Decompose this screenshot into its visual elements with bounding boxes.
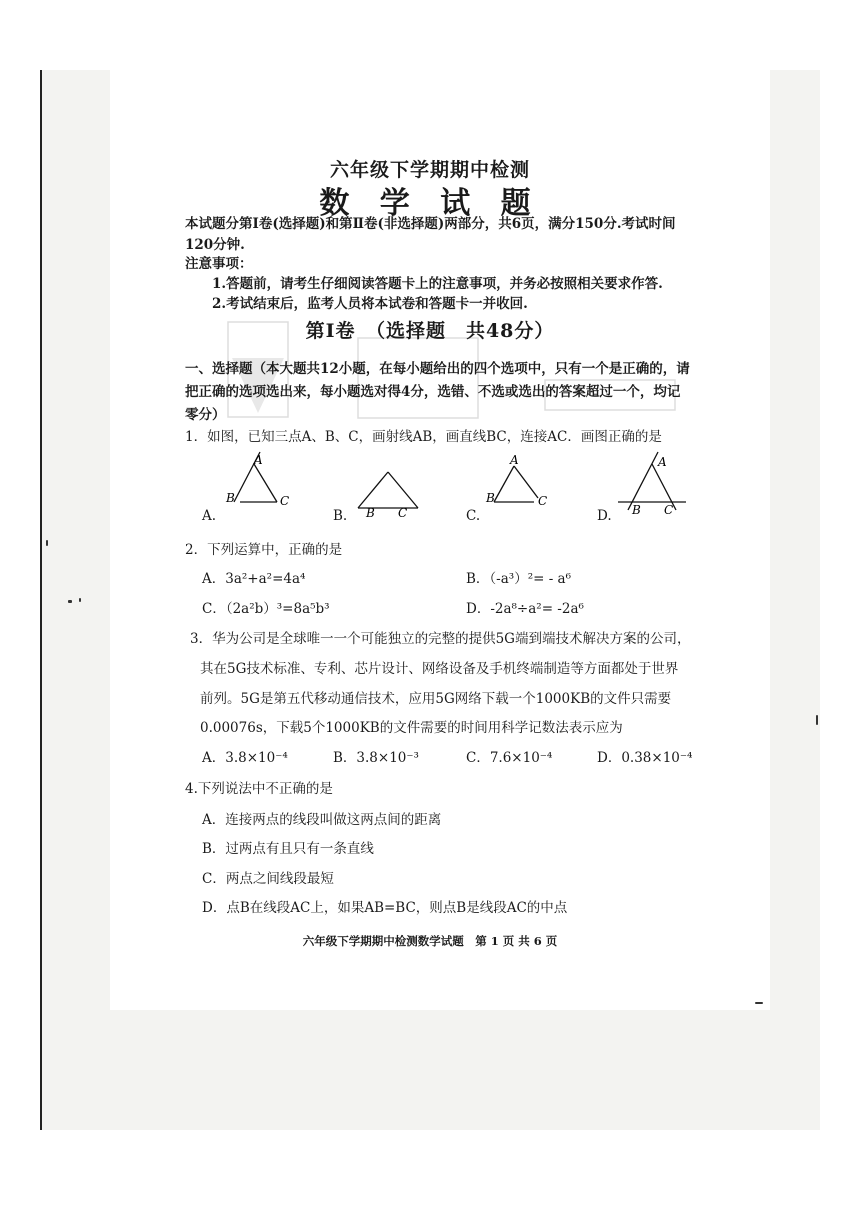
q1-option-a-label: A. bbox=[202, 508, 217, 524]
q1-figure-a bbox=[222, 452, 292, 518]
q3-option-b: B．3.8×10⁻³ bbox=[333, 750, 419, 766]
part-one-heading: 第Ⅰ卷 （选择题 共48分） bbox=[305, 320, 555, 342]
q2-option-a: A．3a²+a²=4a⁴ bbox=[202, 571, 306, 587]
q3-option-d: D．0.38×10⁻⁴ bbox=[597, 750, 693, 766]
intro-line-2: 120分钟. bbox=[185, 237, 245, 253]
notice-item-2: 2.考试结束后，监考人员将本试卷和答题卡一并收回. bbox=[212, 296, 528, 312]
q1a-point-b-label: B bbox=[226, 491, 235, 505]
question-1-stem: 1．如图，已知三点A、B、C，画射线AB，画直线BC，连接AC．画图正确的是 bbox=[185, 429, 662, 445]
q2-option-d: D．-2a⁸÷a²= -2a⁶ bbox=[466, 601, 584, 617]
q4-option-d: D．点B在线段AC上，如果AB=BC，则点B是线段AC的中点 bbox=[202, 900, 568, 916]
q1c-point-a-label: A bbox=[510, 453, 519, 467]
scan-speck bbox=[79, 598, 81, 602]
scan-speck bbox=[755, 1002, 763, 1004]
q3-option-c: C．7.6×10⁻⁴ bbox=[466, 750, 553, 766]
q1a-point-a-label: A bbox=[254, 453, 263, 467]
scan-speck bbox=[46, 540, 48, 546]
q1d-point-c-label: C bbox=[664, 503, 674, 517]
q1-figure-b bbox=[352, 462, 432, 521]
q1a-point-c-label: C bbox=[280, 494, 290, 508]
question-3-line-2: 其在5G技术标准、专利、芯片设计、网络设备及手机终端制造等方面都处于世界 bbox=[200, 661, 679, 677]
scan-edge-left bbox=[40, 70, 42, 1130]
q2-option-b: B．（-a³）²= - a⁶ bbox=[466, 571, 572, 587]
q4-option-c: C．两点之间线段最短 bbox=[202, 871, 334, 887]
q1d-point-a-label: A bbox=[658, 455, 667, 469]
q1c-point-b-label: B bbox=[486, 491, 495, 505]
q1-figure-d bbox=[614, 452, 694, 518]
scan-speck bbox=[68, 600, 72, 603]
intro-line-1: 本试题分第Ⅰ卷(选择题)和第Ⅱ卷(非选择题)两部分，共6页，满分150分.考试时间 bbox=[185, 216, 676, 232]
q1d-point-b-label: B bbox=[632, 503, 641, 517]
notice-label: 注意事项： bbox=[185, 256, 253, 272]
q1-option-d-label: D. bbox=[597, 508, 612, 524]
q4-option-b: B．过两点有且只有一条直线 bbox=[202, 841, 374, 857]
exam-title: 六年级下学期期中检测 bbox=[329, 159, 530, 181]
notice-item-1: 1.答题前，请考生仔细阅读答题卡上的注意事项，并务必按照相关要求作答. bbox=[212, 276, 663, 292]
question-4-stem: 4.下列说法中不正确的是 bbox=[185, 781, 333, 797]
q2-option-c: C．（2a²b）³=8a⁵b³ bbox=[202, 601, 330, 617]
question-3-line-1: 3．华为公司是全球唯一一个可能独立的完整的提供5G端到端技术解决方案的公司， bbox=[190, 631, 691, 647]
question-3-line-3: 前列。5G是第五代移动通信技术，应用5G网络下载一个1000KB的文件只需要 bbox=[200, 691, 672, 707]
q1b-point-c-label: C bbox=[398, 506, 408, 520]
q1-figure-c bbox=[486, 452, 556, 518]
exam-subject-title: 数 学 试 题 bbox=[319, 186, 541, 221]
q3-option-a: A．3.8×10⁻⁴ bbox=[202, 750, 288, 766]
q1-option-b-label: B. bbox=[333, 508, 348, 524]
q1b-point-b-label: B bbox=[366, 506, 375, 520]
question-3-line-4: 0.00076s，下载5个1000KB的文件需要的时间用科学记数法表示应为 bbox=[200, 720, 623, 736]
q1c-point-c-label: C bbox=[538, 494, 548, 508]
scan-speck bbox=[816, 715, 818, 725]
section-instructions-line-1: 一、选择题（本大题共12小题，在每小题给出的四个选项中，只有一个是正确的，请 bbox=[185, 361, 690, 377]
page-footer: 六年级下学期期中检测数学试题 第 1 页 共 6 页 bbox=[302, 934, 558, 948]
question-2-stem: 2．下列运算中，正确的是 bbox=[185, 542, 343, 558]
section-instructions-line-2: 把正确的选项选出来，每小题选对得4分，选错、不选或选出的答案超过一个，均记 bbox=[185, 384, 681, 400]
section-instructions-line-3: 零分） bbox=[185, 407, 226, 423]
q4-option-a: A．连接两点的线段叫做这两点间的距离 bbox=[202, 812, 442, 828]
q1-option-c-label: C. bbox=[466, 508, 481, 524]
